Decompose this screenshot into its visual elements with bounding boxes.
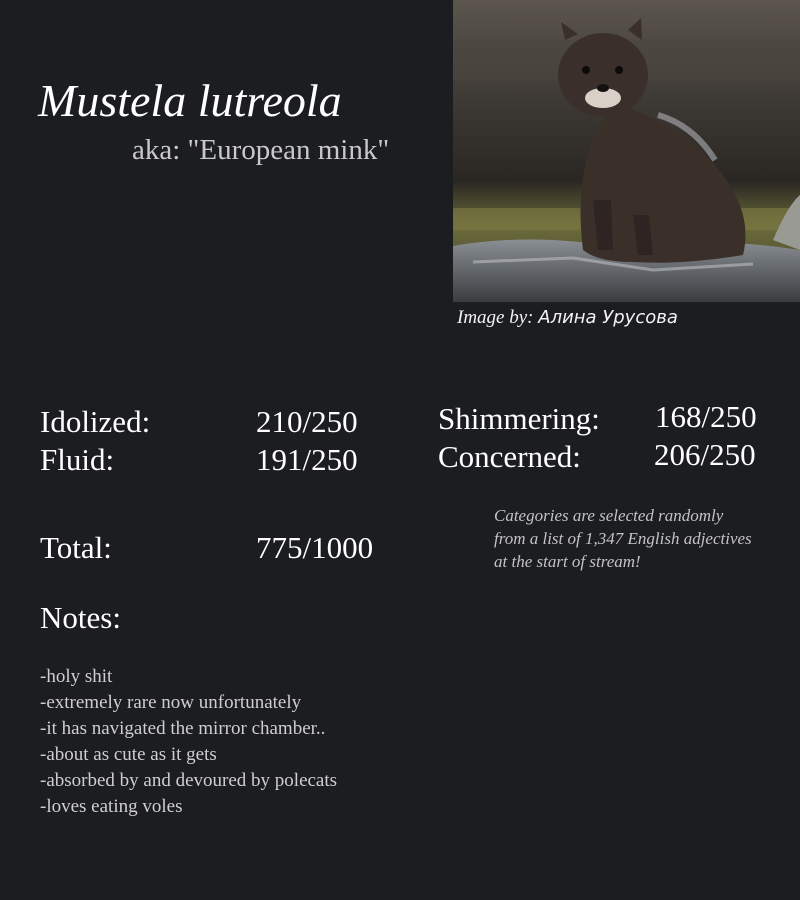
note-item: -it has navigated the mirror chamber.. [40, 718, 326, 739]
note-item: -holy shit [40, 666, 113, 687]
notes-title: Notes: [40, 600, 121, 635]
common-name: aka: "European mink" [132, 134, 390, 166]
animal-photo [453, 0, 800, 302]
mink-photo-illustration [453, 0, 800, 302]
total-label: Total: [40, 530, 112, 565]
score-value-concerned: 206/250 [654, 437, 756, 472]
score-label-shimmering: Shimmering: [438, 401, 600, 436]
notes-list [40, 664, 337, 820]
score-value-idolized: 210/250 [256, 404, 358, 439]
score-label-fluid: Fluid: [40, 442, 115, 477]
note-item: -about as cute as it gets [40, 744, 217, 765]
score-label-idolized: Idolized: [40, 404, 151, 439]
credit-label: Image by: [457, 307, 534, 328]
scientific-name: Mustela lutreola [38, 75, 342, 126]
score-value-shimmering: 168/250 [655, 399, 757, 434]
categories-disclaimer: Categories are selected randomly from a list of 1,347 English adjectives at the start of stream! [494, 506, 752, 571]
score-label-concerned: Concerned: [438, 439, 581, 474]
score-value-fluid: 191/250 [256, 442, 358, 477]
note-item: -absorbed by and devoured by polecats [40, 770, 338, 791]
note-item: -loves eating voles [40, 796, 183, 817]
image-credit [457, 307, 678, 329]
credit-author: Алина Урусова [538, 307, 678, 328]
note-item: -extremely rare now unfortunately [40, 692, 302, 713]
total-value: 775/1000 [256, 530, 374, 565]
